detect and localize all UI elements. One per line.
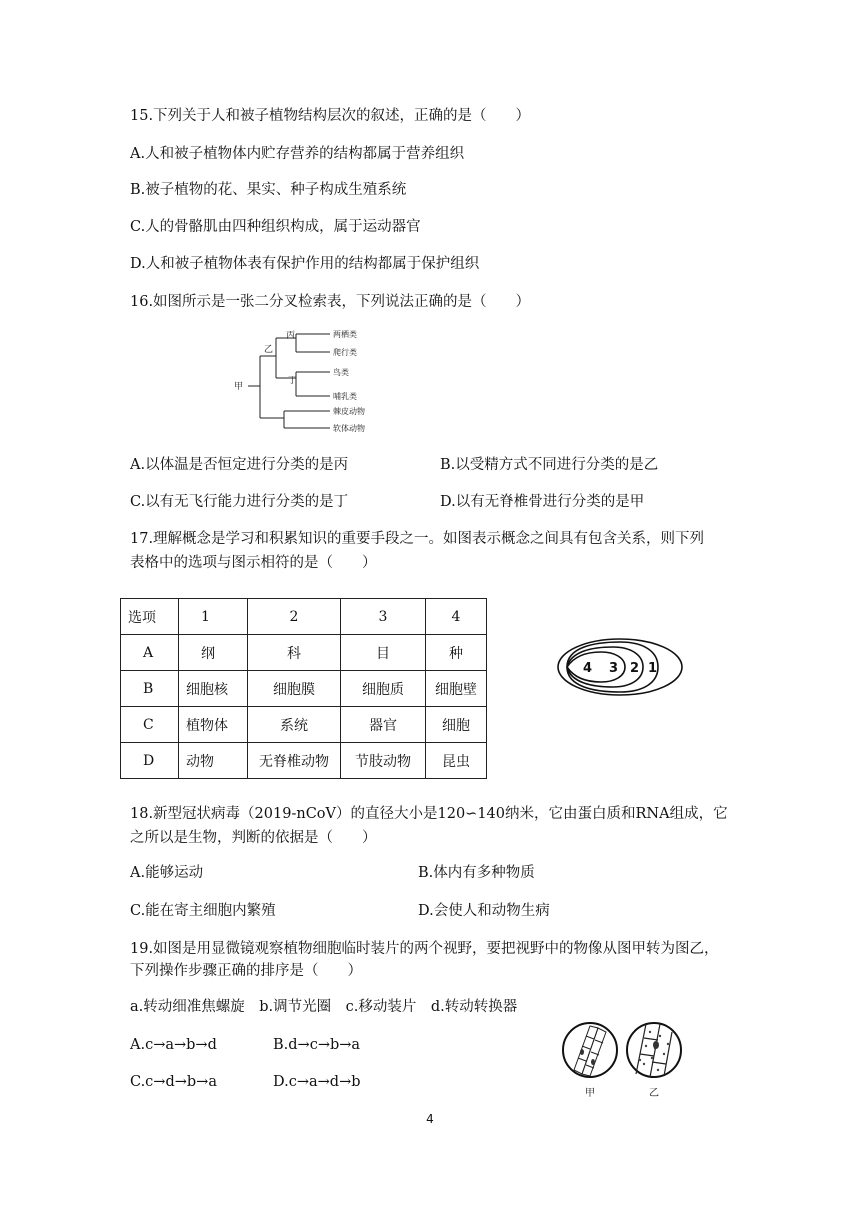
q15-option-c: C.人的骨骼肌由四种组织构成，属于运动器官 xyxy=(130,219,421,235)
table-cell: 细胞壁 xyxy=(426,671,487,707)
tree-node-root: 甲 xyxy=(234,382,244,392)
q19-option-c: C.c→d→b→a xyxy=(130,1074,217,1090)
table-row xyxy=(121,743,487,779)
q16-option-c: C.以有无飞行能力进行分类的是丁 xyxy=(130,494,349,510)
table-cell: 目 xyxy=(341,635,426,671)
table-cell: 节肢动物 xyxy=(341,743,426,779)
concept-label-3: 3 xyxy=(609,661,619,676)
field-label-yi: 乙 xyxy=(649,1088,659,1099)
tree-node-ding: 丁 xyxy=(288,376,298,386)
page-number: 4 xyxy=(426,1112,434,1126)
q19-option-d: D.c→a→d→b xyxy=(273,1074,361,1090)
q18-option-a: A.能够运动 xyxy=(130,865,204,881)
table-cell: 2 xyxy=(248,599,341,635)
q19-stem-line1: 19.如图是用显微镜观察植物细胞临时装片的两个视野，要把视野中的物像从图甲转为图乙， xyxy=(130,941,719,957)
field-label-jia: 甲 xyxy=(585,1088,595,1099)
tree-leaf: 鸟类 xyxy=(333,368,349,377)
tree-leaf: 两栖类 xyxy=(333,330,357,339)
table-cell: 4 xyxy=(426,599,487,635)
table-cell: 3 xyxy=(341,599,426,635)
dichotomous-key-diagram xyxy=(228,326,378,438)
concept-label-4: 4 xyxy=(583,661,593,676)
q15-option-b: B.被子植物的花、果实、种子构成生殖系统 xyxy=(130,182,407,198)
table-cell: 细胞核 xyxy=(179,671,248,707)
q18-stem-line1: 18.新型冠状病毒（2019-nCoV）的直径大小是120∽140纳米，它由蛋白质和RNA组成，它 xyxy=(130,806,728,822)
tree-leaf: 棘皮动物 xyxy=(333,407,365,416)
table-cell: 科 xyxy=(248,635,341,671)
q16-option-b: B.以受精方式不同进行分类的是乙 xyxy=(440,457,659,473)
table-cell: 细胞膜 xyxy=(248,671,341,707)
tree-leaf: 软体动物 xyxy=(333,424,365,433)
q16-option-d: D.以有无脊椎骨进行分类的是甲 xyxy=(440,494,645,510)
q18-option-d: D.会使人和动物生病 xyxy=(418,903,550,919)
table-row xyxy=(121,671,487,707)
tree-leaf: 哺乳类 xyxy=(333,392,357,401)
microscope-field-right xyxy=(627,1023,681,1077)
q19-stem-line2: 下列操作步骤正确的排序是（ ） xyxy=(130,963,362,979)
q17-stem-line1: 17.理解概念是学习和积累知识的重要手段之一。如图表示概念之间具有包含关系，则下列 xyxy=(130,531,705,547)
table-cell: 昆虫 xyxy=(426,743,487,779)
q16-stem: 16.如图所示是一张二分叉检索表，下列说法正确的是（ ） xyxy=(130,294,531,310)
q18-option-c: C.能在寄主细胞内繁殖 xyxy=(130,903,276,919)
table-cell: 系统 xyxy=(248,707,341,743)
table-cell: 选项 xyxy=(121,599,179,635)
q16-option-a: A.以体温是否恒定进行分类的是丙 xyxy=(130,457,349,473)
q19-steps: a.转动细准焦螺旋 b.调节光圈 c.移动装片 d.转动转换器 xyxy=(130,999,518,1015)
concept-label-1: 1 xyxy=(648,661,658,676)
table-cell: 细胞质 xyxy=(341,671,426,707)
table-cell: 动物 xyxy=(179,743,248,779)
table-cell: 细胞 xyxy=(426,707,487,743)
table-cell: 1 xyxy=(179,599,248,635)
table-cell: 无脊椎动物 xyxy=(248,743,341,779)
table-cell: B xyxy=(121,671,179,707)
q15-stem: 15.下列关于人和被子植物结构层次的叙述，正确的是（ ） xyxy=(130,108,531,124)
table-cell: D xyxy=(121,743,179,779)
q18-option-b: B.体内有多种物质 xyxy=(418,865,535,881)
table-cell: 植物体 xyxy=(179,707,248,743)
table-cell: C xyxy=(121,707,179,743)
concept-label-2: 2 xyxy=(630,661,640,676)
microscope-field-left xyxy=(563,1023,617,1077)
q19-option-a: A.c→a→b→d xyxy=(130,1037,217,1053)
table-cell: 种 xyxy=(426,635,487,671)
q17-stem-line2: 表格中的选项与图示相符的是（ ） xyxy=(130,555,377,571)
q15-option-d: D.人和被子植物体表有保护作用的结构都属于保护组织 xyxy=(130,256,480,272)
table-row xyxy=(121,707,487,743)
microscope-fields-diagram xyxy=(560,1018,690,1100)
nested-concept-diagram xyxy=(555,636,685,698)
q17-options-table xyxy=(120,598,487,779)
table-row xyxy=(121,599,487,635)
tree-leaf: 爬行类 xyxy=(333,348,357,357)
table-cell: 器官 xyxy=(341,707,426,743)
table-row xyxy=(121,635,487,671)
q18-stem-line2: 之所以是生物，判断的依据是（ ） xyxy=(130,830,377,846)
tree-node-bing: 丙 xyxy=(286,331,296,341)
table-cell: A xyxy=(121,635,179,671)
tree-node-yi: 乙 xyxy=(264,345,274,355)
table-cell: 纲 xyxy=(179,635,248,671)
q19-option-b: B.d→c→b→a xyxy=(273,1037,361,1053)
q15-option-a: A.人和被子植物体内贮存营养的结构都属于营养组织 xyxy=(130,146,465,162)
